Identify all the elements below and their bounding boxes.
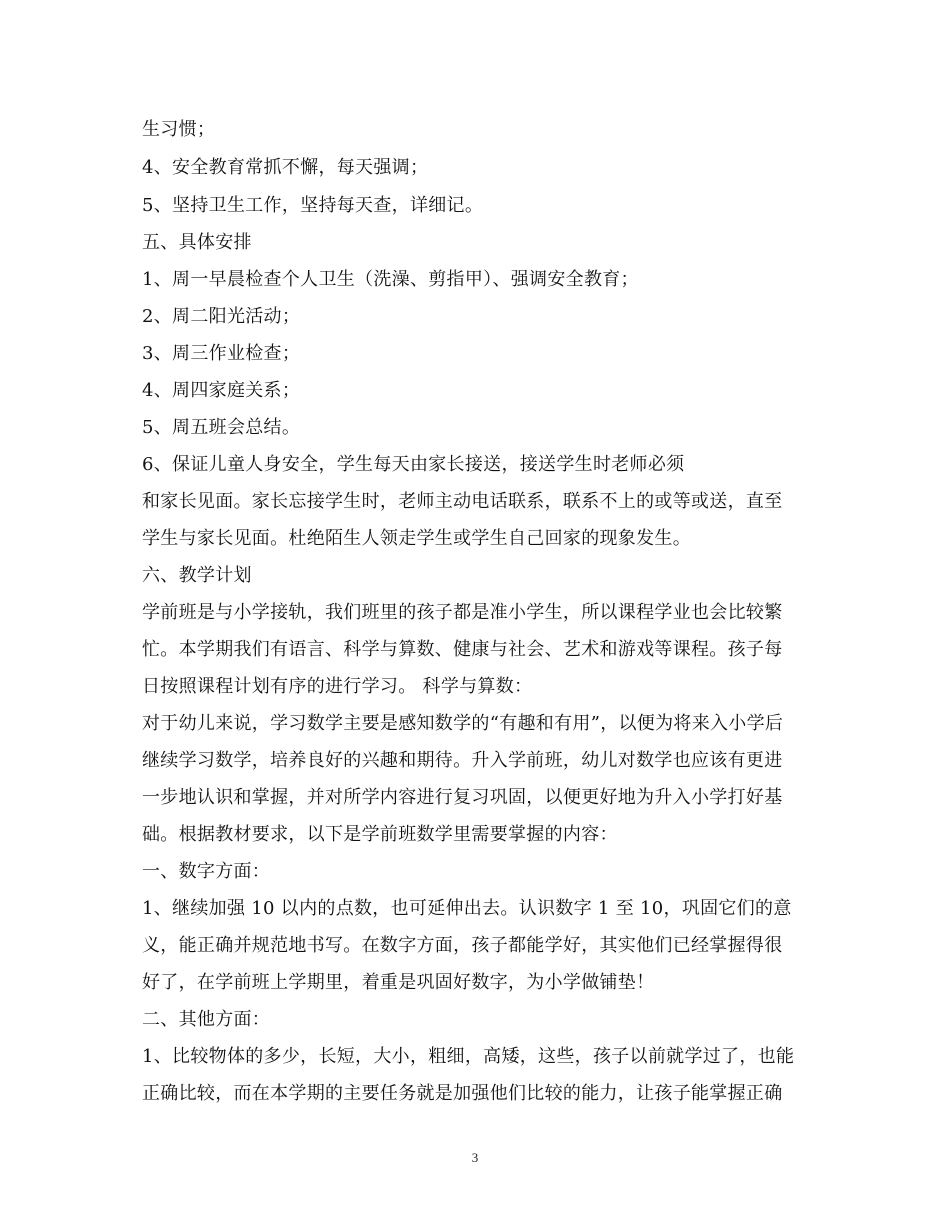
text-line: 5、坚持卫生工作，坚持每天查，详细记。 [142, 195, 484, 216]
text-line: 1、周一早晨检查个人卫生（洗澡、剪指甲）、强调安全教育； [142, 269, 639, 290]
text-line: 生习惯； [142, 119, 216, 140]
section-heading: 一、数字方面： [142, 861, 271, 882]
text-line: 3、周三作业检查； [142, 343, 301, 364]
text-line: 2、周二阳光活动； [142, 306, 301, 327]
text-line: 4、安全教育常抓不懈，每天强调； [142, 157, 429, 178]
text-line: 学前班是与小学接轨，我们班里的孩子都是准小学生，所以课程学业也会比较繁 [142, 602, 783, 623]
text-line: 6、保证儿童人身安全，学生每天由家长接送，接送学生时老师必须 [142, 454, 685, 475]
text-line: 学生与家长见面。杜绝陌生人领走学生或学生自己回家的现象发生。 [142, 528, 691, 549]
section-heading: 六、教学计划 [142, 565, 252, 586]
text-line: 日按照课程计划有序的进行学习。 科学与算数： [142, 676, 533, 697]
text-line: 对于幼儿来说，学习数学主要是感知数学的“有趣和有用”，以便为将来入小学后 [142, 713, 784, 734]
text-line: 好了，在学前班上学期里，着重是巩固好数字，为小学做铺垫！ [142, 972, 655, 993]
section-heading: 二、其他方面： [142, 1009, 271, 1030]
text-line: 1、继续加强 10 以内的点数，也可延伸出去。认识数字 1 至 10，巩固它们的意 [142, 898, 792, 919]
page-number: 3 [471, 1150, 479, 1165]
text-line: 4、周四家庭关系； [142, 380, 301, 401]
text-line: 一步地认识和掌握，并对所学内容进行复习巩固，以便更好地为升入小学打好基 [142, 787, 783, 808]
text-line: 继续学习数学，培养良好的兴趣和期待。升入学前班，幼儿对数学也应该有更进 [142, 750, 783, 771]
text-line: 础。根据教材要求，以下是学前班数学里需要掌握的内容： [142, 824, 618, 845]
text-line: 和家长见面。家长忘接学生时，老师主动电话联系，联系不上的或等或送，直至 [142, 491, 783, 512]
text-line: 5、周五班会总结。 [142, 417, 301, 438]
section-heading: 五、具体安排 [142, 232, 252, 253]
text-line: 1、比较物体的多少，长短，大小，粗细，高矮，这些，孩子以前就学过了，也能 [142, 1046, 795, 1067]
text-line: 义，能正确并规范地书写。在数字方面，孩子都能学好，其实他们已经掌握得很 [142, 935, 783, 956]
text-line: 正确比较，而在本学期的主要任务就是加强他们比较的能力，让孩子能掌握正确 [142, 1083, 783, 1104]
text-line: 忙。本学期我们有语言、科学与算数、健康与社会、艺术和游戏等课程。孩子每 [142, 639, 783, 660]
